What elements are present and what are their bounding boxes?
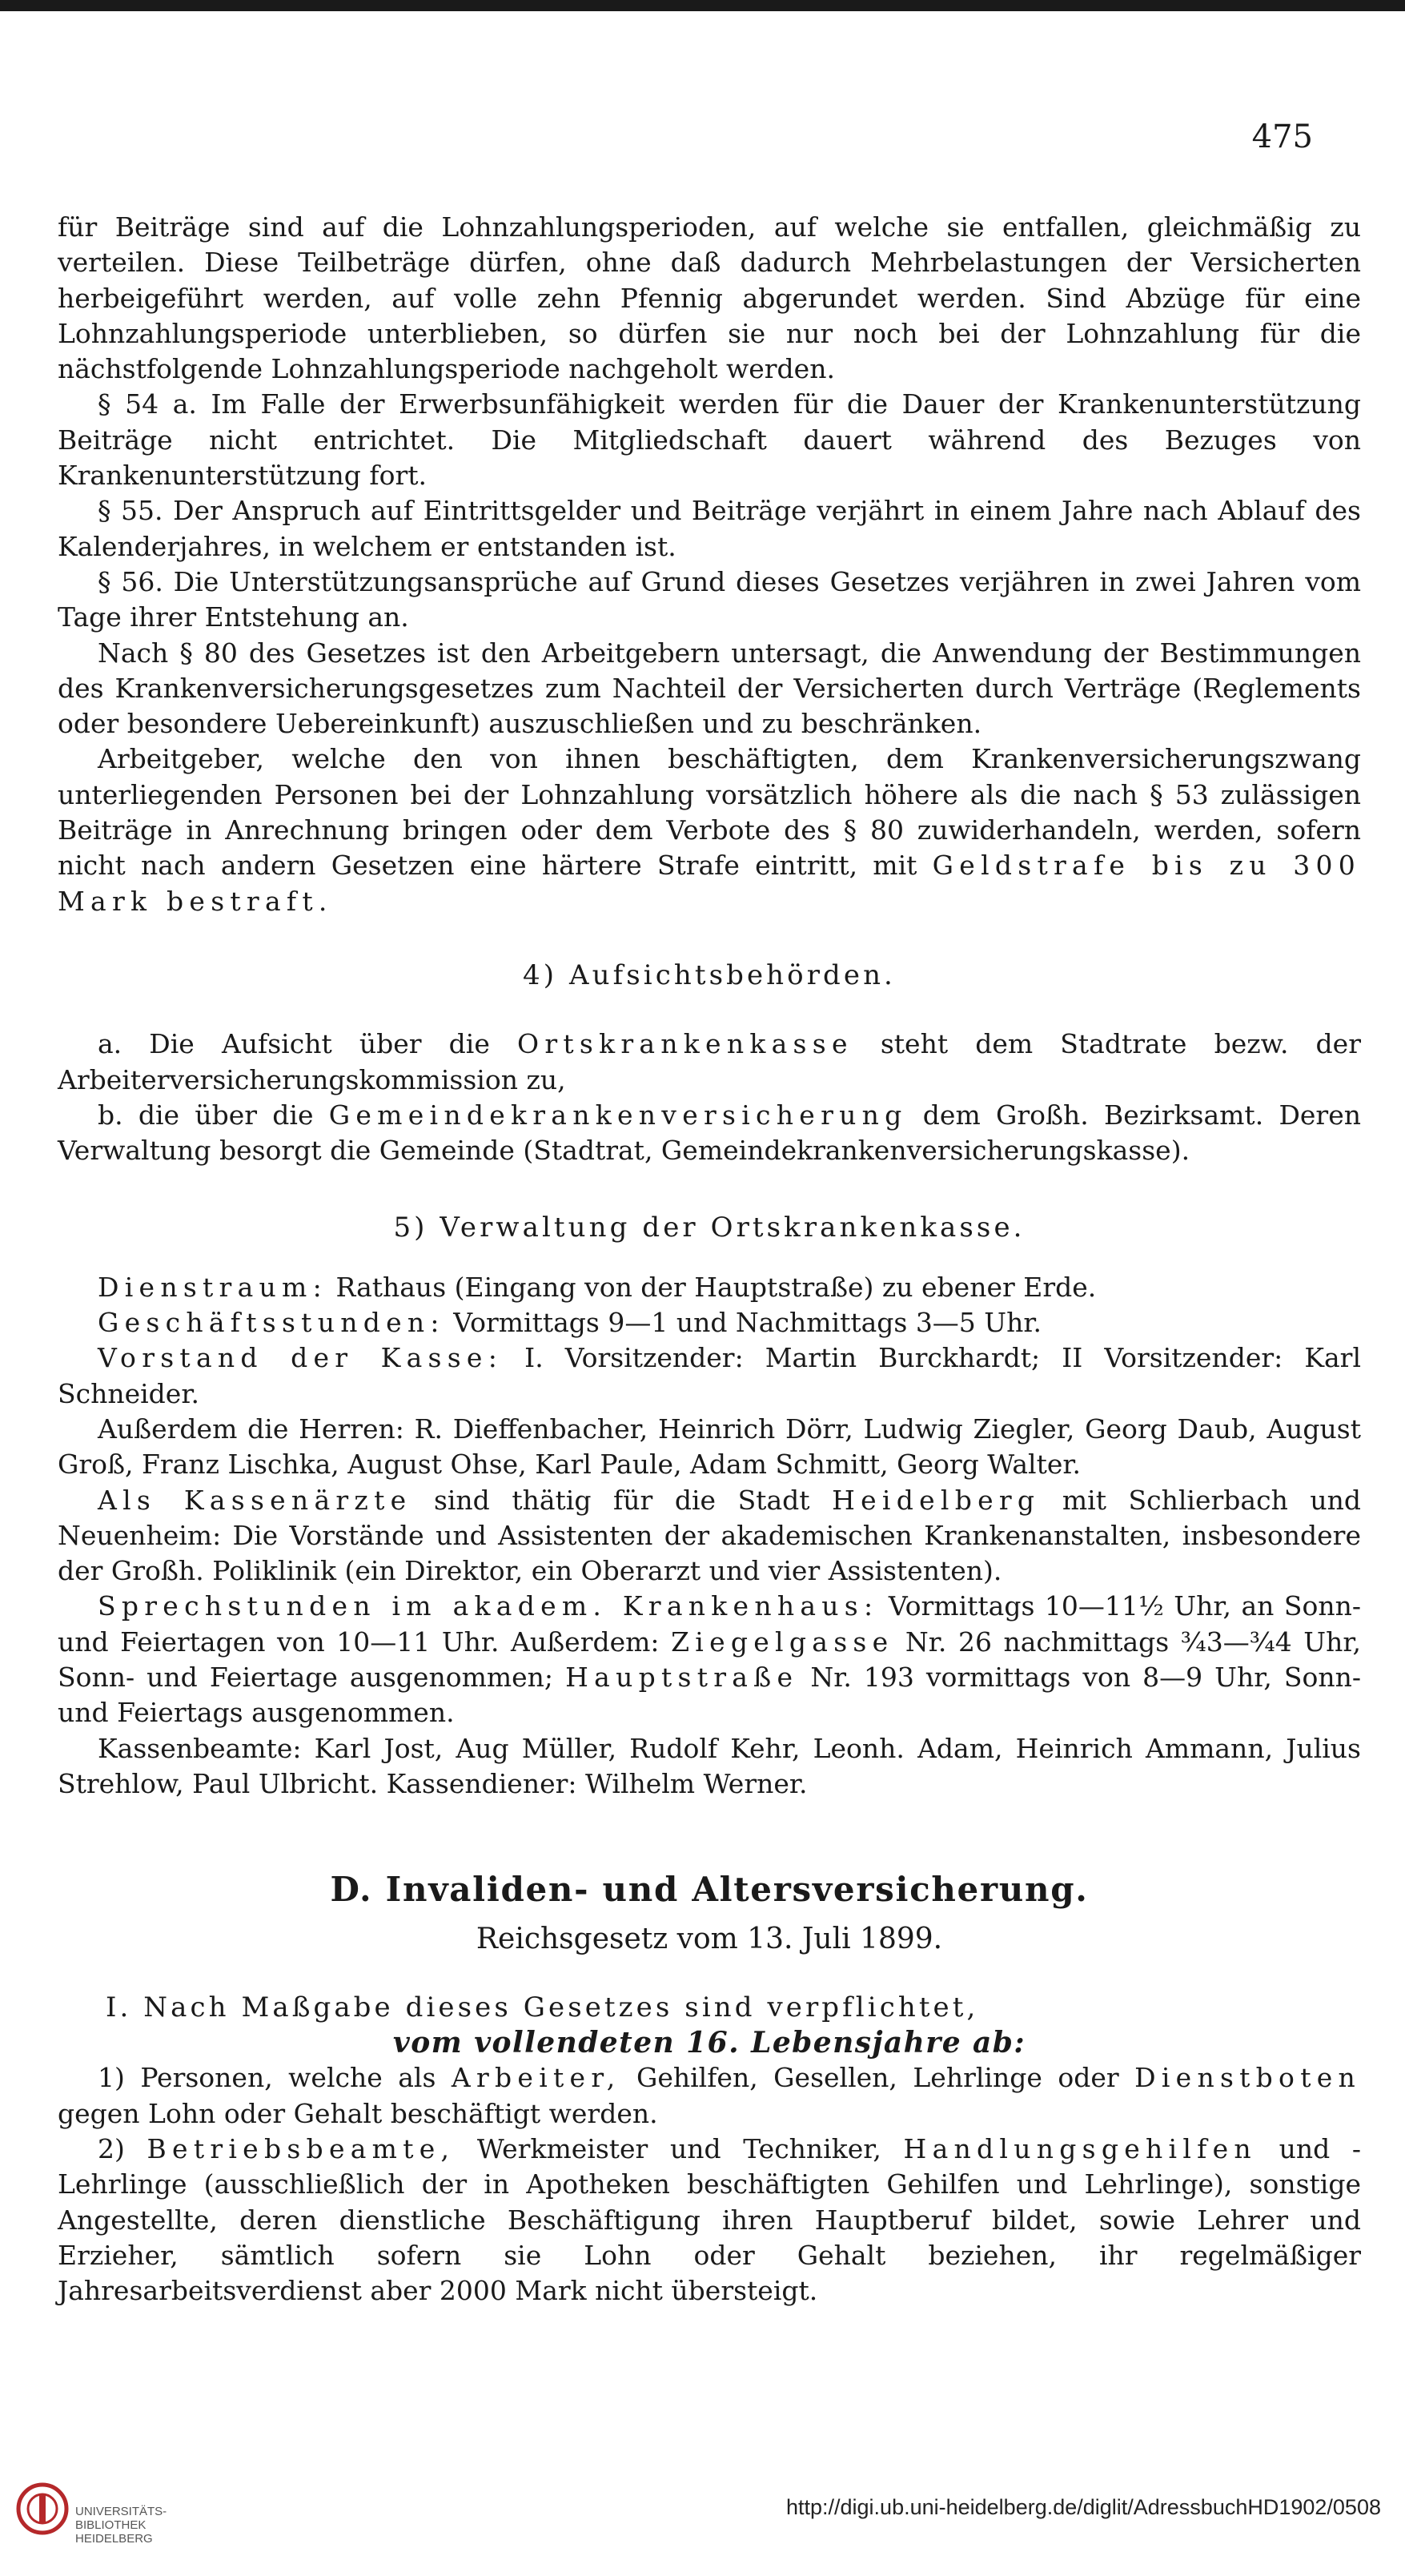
office-room <box>58 1270 1361 1305</box>
consulting-c: Nr. 193 vormittags von 8—9 Uhr, Sonn- und Feiertags ausgenommen. <box>58 1661 1362 1729</box>
physicians-label: Als Kassenärzte <box>98 1484 412 1516</box>
page-number: 475 <box>1251 119 1313 155</box>
office-hours-label: Geschäftsstunden: <box>98 1307 445 1339</box>
item2-spaced-1: Betriebsbeamte, <box>147 2132 456 2164</box>
board-members: Außerdem die Herren: R. Dieffenbacher, Heinrich Dörr, Ludwig Ziegler, Georg Daub, August Groß, Franz Lischka, August Ohse, Karl Paule, Adam Schmitt, Georg Walter. <box>58 1413 1361 1481</box>
consulting-hours <box>58 1589 1361 1730</box>
item-b-spaced: Gemeindekrankenversicherung <box>328 1099 908 1131</box>
consulting-street-2: Hauptstraße <box>565 1661 799 1693</box>
logo-line-1: UNIVERSITÄTS- <box>75 2505 167 2518</box>
paragraph-56: § 56. Die Unterstützungsansprüche auf Grund dieses Gesetzes verjähren in zwei Jahren vom Tage ihrer Entstehung an. <box>58 565 1361 633</box>
office-hours-value: Vormittags 9—1 und Nachmittags 3—5 Uhr. <box>453 1307 1042 1339</box>
paragraph-55: § 55. Der Anspruch auf Eintrittsgelder und Beiträge verjährt in einem Jahre nach Ablauf des Kalenderjahres, in welchem er entstanden ist. <box>58 495 1361 562</box>
section-d-intro: I. Nach Maßgabe dieses Gesetzes sind verpflichtet, <box>106 1991 979 2023</box>
item1-post: gegen Lohn oder Gehalt beschäftigt werden. <box>58 2097 658 2129</box>
board-value: I. Vorsitzender: Martin Burckhardt; II Vorsitzender: Karl Schneider. <box>58 1342 1361 1409</box>
physicians-city: Heidelberg <box>832 1484 1041 1516</box>
logo-text <box>75 2505 167 2546</box>
section-5-heading: 5) Verwaltung der Ortskrankenkasse. <box>393 1212 1026 1244</box>
employers-text: Arbeitgeber, welche den von ihnen beschäftigten, dem Krankenversicherungszwang unterliegenden Personen bei der Lohnzahlung vorsätzlich höhere als die nach § 53 zulässigen Beiträge in Anrechnung bringen oder dem Verbote des § 80 zuwiderhandeln, werden, sofern nicht nach andern Gesetzen eine härtere Strafe eintritt, mit <box>58 743 1361 882</box>
section-4-heading: 4) Aufsichtsbehörden. <box>523 958 896 991</box>
board-label: Vorstand der Kasse: <box>98 1342 504 1374</box>
physicians <box>58 1483 1361 1589</box>
consulting-label: Sprechstunden im akadem. Krankenhaus: <box>98 1590 879 1622</box>
section-d-age: vom vollendeten 16. Lebensjahre ab: <box>392 2026 1026 2060</box>
item1-spaced-2: Dienstboten <box>1134 2062 1362 2094</box>
item2-mid: Werkmeister und Techniker, <box>476 2132 881 2164</box>
logo-line-2: BIBLIOTHEK <box>75 2518 147 2532</box>
body-text <box>58 210 1361 2309</box>
paragraph-80: Nach § 80 des Gesetzes ist den Arbeitgebern untersagt, die Anwendung der Bestimmungen des Krankenversicherungsgesetzes zum Nachteil der Versicherten durch Verträge (Reglements oder besondere Uebereinkunft) auszuschließen und zu beschränken. <box>58 637 1361 740</box>
section-d-subtitle: Reichsgesetz vom 13. Juli 1899. <box>476 1923 943 1956</box>
item-a-spaced: Ortskrankenkasse <box>517 1028 853 1060</box>
fine-text: Geldstrafe bis zu 300 Mark bestraft. <box>58 850 1361 917</box>
physicians-pre: sind thätig für die Stadt <box>433 1484 810 1516</box>
office-hours <box>58 1305 1361 1340</box>
item1-mid: Gehilfen, Gesellen, Lehrlinge oder <box>636 2062 1119 2094</box>
source-url-link[interactable]: http://digi.ub.uni-heidelberg.de/diglit/AdressbuchHD1902/0508 <box>785 2495 1381 2519</box>
section-d-item-2 <box>58 2132 1361 2309</box>
item1-spaced-1: Arbeiter, <box>451 2062 621 2094</box>
item2-spaced-2: Handlungsgehilfen <box>903 2132 1257 2164</box>
consulting-street-1: Ziegelgasse <box>671 1626 894 1658</box>
paragraph-employers <box>58 741 1361 918</box>
university-seal-icon <box>14 2473 70 2545</box>
physicians-post: mit Schlierbach und Neuenheim: Die Vorstände und Assistenten der akademischen Krankenanstalten, insbesondere der Großh. Poliklinik (ein Direktor, ein Oberarzt und vier Assistenten). <box>58 1484 1361 1587</box>
logo-line-3: HEIDELBERG <box>75 2532 153 2546</box>
paragraph-54a: § 54 a. Im Falle der Erwerbsunfähigkeit werden für die Dauer der Krankenunterstützung Beiträge nicht entrichtet. Die Mitgliedschaft dauert während des Bezuges von Krankenunterstützung fort. <box>58 388 1361 492</box>
section-d-item-1 <box>58 2060 1361 2132</box>
item-b-post: dem Großh. Bezirksamt. Deren Verwaltung besorgt die Gemeinde (Stadtrat, Gemeindekrankenversicherungskasse). <box>58 1099 1361 1167</box>
item2-pre: 2) <box>98 2132 125 2164</box>
section-4-item-b <box>58 1098 1361 1169</box>
office-room-label: Dienstraum: <box>98 1271 327 1303</box>
consulting-a: Vormittags 10—11½ Uhr, an Sonn- und Feiertagen von 10—11 Uhr. Außerdem: <box>58 1590 1361 1658</box>
consulting-b: Nr. 26 nachmittags ¾3—¾4 Uhr, Sonn- und Feiertage ausgenommen; <box>58 1626 1361 1693</box>
item2-post: und -Lehrlinge (ausschließlich der in Apotheken beschäftigten Gehilfen und Lehrlinge), sonstige Angestellte, deren dienstliche Beschäftigung ihren Hauptberuf bildet, sowie Lehrer und Erzieher, sämtlich sofern sie Lohn oder Gehalt beziehen, ihr regelmäßiger Jahresarbeitsverdienst aber 2000 Mark nicht übersteigt. <box>58 2132 1361 2307</box>
paragraph-contributions: für Beiträge sind auf die Lohnzahlungsperioden, auf welche sie entfallen, gleichmäßig zu verteilen. Diese Teilbeträge dürfen, ohne daß dadurch Mehrbelastungen der Versicherten herbeigeführt werden, auf volle zehn Pfennig abgerundet werden. Sind Abzüge für eine Lohnzahlungsperiode unterblieben, so dürfen sie nur noch bei der Lohnzahlung für die nächstfolgende Lohnzahlungsperiode nachgeholt werden. <box>58 211 1361 385</box>
top-border <box>0 0 1405 11</box>
item1-pre: 1) Personen, welche als <box>98 2062 436 2094</box>
section-d-heading: D. Invaliden- und Altersversicherung. <box>330 1870 1089 1910</box>
cashier-staff: Kassenbeamte: Karl Jost, Aug Müller, Rudolf Kehr, Leonh. Adam, Heinrich Ammann, Julius Strehlow, Paul Ulbricht. Kassendiener: Wilhelm Werner. <box>58 1732 1361 1799</box>
item-a-post: steht dem Stadtrate bezw. der Arbeiterversicherungskommission zu, <box>58 1028 1361 1095</box>
footer <box>0 2457 1405 2576</box>
section-4-item-a <box>58 1027 1361 1098</box>
board <box>58 1340 1361 1412</box>
office-room-value: Rathaus (Eingang von der Hauptstraße) zu ebener Erde. <box>335 1271 1097 1303</box>
library-logo[interactable] <box>14 2473 183 2561</box>
item-a-pre: a. Die Aufsicht über die <box>98 1028 490 1060</box>
item-b-pre: b. die über die <box>98 1099 314 1131</box>
